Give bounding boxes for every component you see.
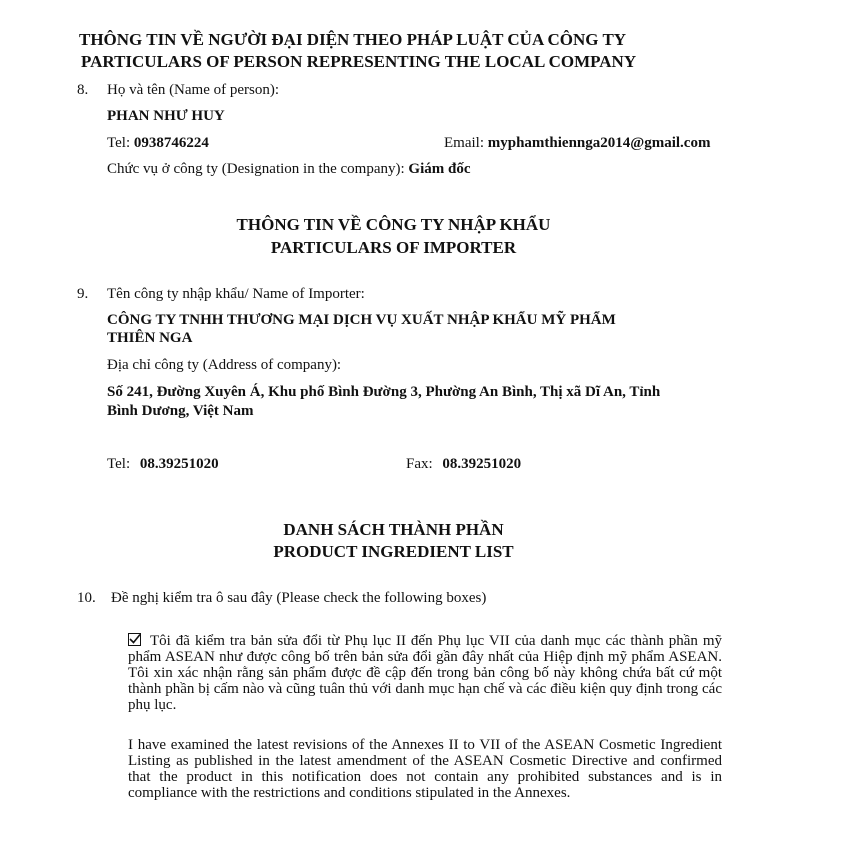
rep-tel xyxy=(107,135,209,152)
importer-address-label: Địa chỉ công ty (Address of company): xyxy=(107,357,342,373)
importer-section-title-en: PARTICULARS OF IMPORTER xyxy=(270,238,517,257)
importer-tel-label: Tel: xyxy=(107,456,131,472)
rep-tel-label: Tel: xyxy=(107,135,131,151)
rep-email-label: Email: xyxy=(444,135,484,151)
ingredient-section-title-en: PRODUCT INGREDIENT LIST xyxy=(273,542,514,561)
rep-name-value: PHAN NHƯ HUY xyxy=(107,108,225,124)
importer-fax xyxy=(406,456,521,473)
ingredient-instruction: Đề nghị kiểm tra ô sau đây (Please check the following boxes) xyxy=(111,590,487,606)
rep-tel-value: 0938746224 xyxy=(133,135,209,151)
rep-email-value: myphamthiennga2014@gmail.com xyxy=(487,135,711,151)
rep-designation-label: Chức vụ ở công ty (Designation in the company): xyxy=(107,161,405,177)
declaration-vi-text: Tôi đã kiểm tra bản sửa đổi từ Phụ lục II đến Phụ lục VII của danh mục các thành phần mỹ phẩm ASEAN như được công bố trên bản sửa đổi gần đây nhất của Hiệp định mỹ phẩm ASEAN. Tôi xin xác nhận rằng sản phẩm được đề cập đến trong bản công bố này không chứa bất cứ một thành phần bị cấm nào và cũng tuân thủ với danh mục hạn chế và các điều kiện quy định trong các phụ lục. xyxy=(128,633,722,713)
item-number-10: 10. xyxy=(77,590,96,606)
checkmark-icon xyxy=(128,632,142,646)
item-number-8: 8. xyxy=(77,82,89,98)
rep-designation xyxy=(107,161,471,178)
importer-name-label: Tên công ty nhập khẩu/ Name of Importer: xyxy=(107,286,365,302)
importer-company-line2: THIÊN NGA xyxy=(107,330,193,346)
importer-address-line2: Bình Dương, Việt Nam xyxy=(107,403,254,419)
declaration-vi-paragraph xyxy=(128,633,722,713)
importer-company-line1: CÔNG TY TNHH THƯƠNG MẠI DỊCH VỤ XUẤT NHẬP KHẨU MỸ PHẨM xyxy=(107,312,616,328)
rep-email xyxy=(444,135,710,152)
rep-designation-value: Giám đốc xyxy=(408,161,471,177)
compliance-checkbox[interactable] xyxy=(128,633,141,646)
item-number-9: 9. xyxy=(77,286,89,302)
rep-name-label: Họ và tên (Name of person): xyxy=(107,82,280,98)
declaration-en-text: I have examined the latest revisions of the Annexes II to VII of the ASEAN Cosmetic Ingredient Listing as published in the latest amendment of the ASEAN Cosmetic Directive and confirmed that the product in this notification does not contain any prohibited substances and is in compliance with the restrictions and conditions stipulated in the Annexes. xyxy=(128,737,722,801)
ingredient-section-title-vi: DANH SÁCH THÀNH PHẦN xyxy=(283,520,504,539)
importer-address-line1: Số 241, Đường Xuyên Á, Khu phố Bình Đường 3, Phường An Bình, Thị xã Dĩ An, Tỉnh xyxy=(107,384,661,400)
importer-fax-label: Fax: xyxy=(406,456,433,472)
importer-tel-value: 08.39251020 xyxy=(139,456,219,472)
rep-section-title-en: PARTICULARS OF PERSON REPRESENTING THE LOCAL COMPANY xyxy=(81,52,637,71)
declaration-en-paragraph xyxy=(128,737,722,801)
importer-fax-value: 08.39251020 xyxy=(442,456,522,472)
importer-tel xyxy=(107,456,219,473)
importer-section-title-vi: THÔNG TIN VỀ CÔNG TY NHẬP KHẨU xyxy=(236,215,551,234)
rep-section-title-vi: THÔNG TIN VỀ NGƯỜI ĐẠI DIỆN THEO PHÁP LUẬT CỦA CÔNG TY xyxy=(79,30,627,49)
